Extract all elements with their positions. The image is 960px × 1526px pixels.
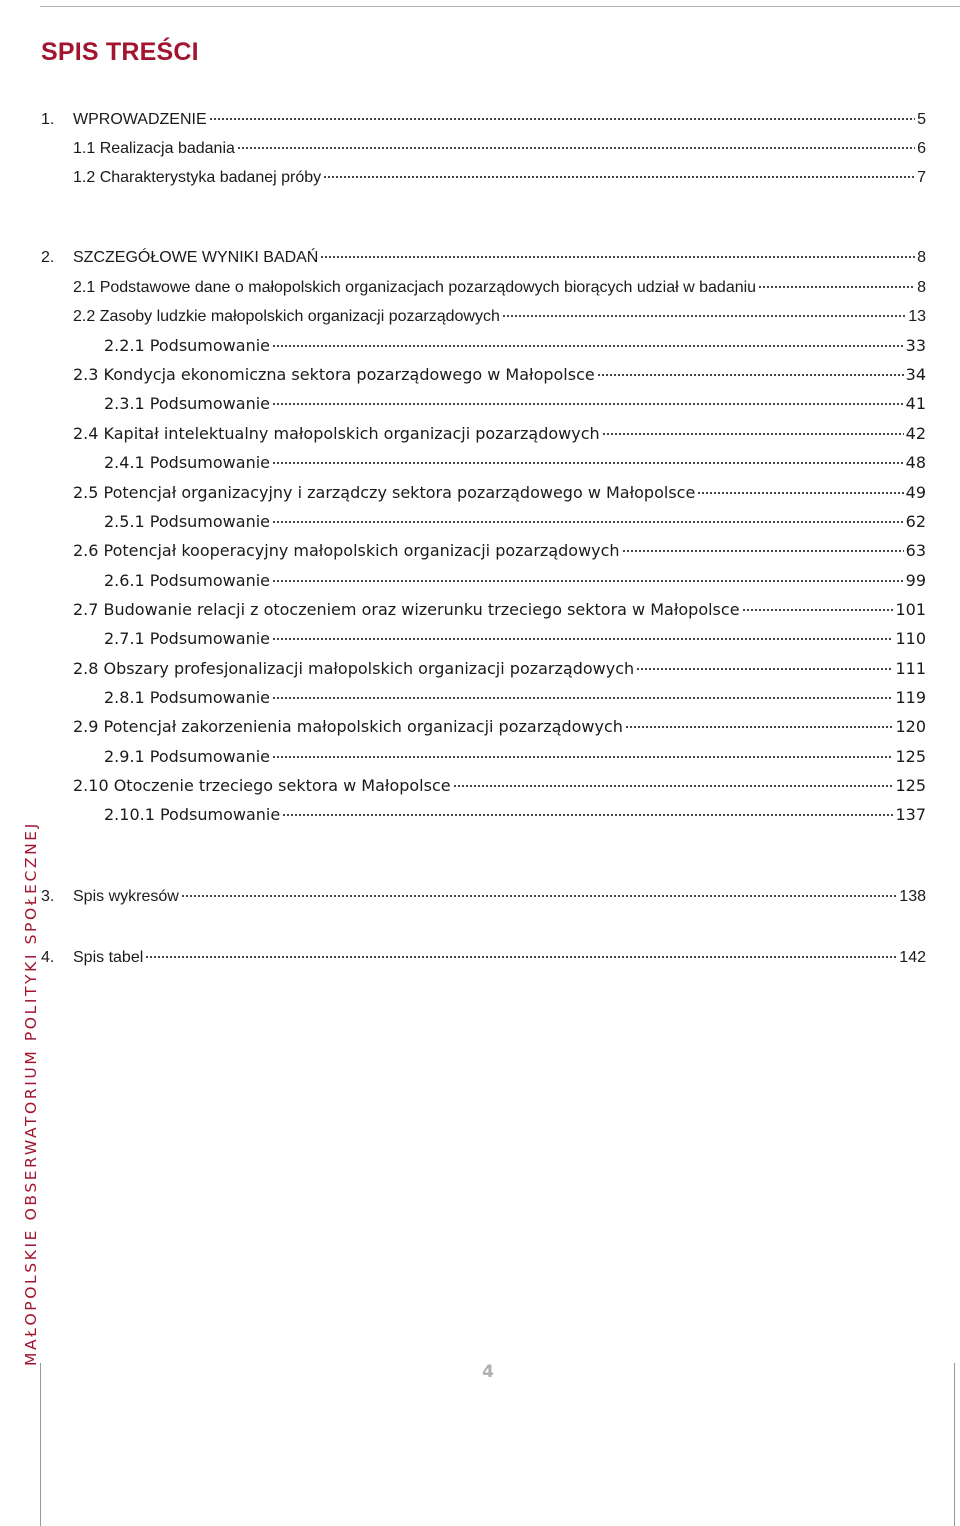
toc-entry-2-8-1[interactable]	[104, 681, 926, 707]
toc-entry-2-10-1[interactable]	[104, 798, 926, 824]
toc-title: 2.8.1 Podsumowanie	[104, 688, 270, 707]
toc-entry-3[interactable]	[41, 879, 926, 905]
toc-entry-1-1[interactable]	[73, 131, 926, 157]
toc-title: 1.1 Realizacja badania	[73, 140, 235, 157]
toc-title: 2.9.1 Podsumowanie	[104, 747, 270, 766]
toc-page-number: 49	[905, 483, 926, 502]
toc-entry-2-5-1[interactable]	[104, 505, 926, 531]
toc-entry-2-2[interactable]	[73, 299, 926, 325]
toc-page-number: 137	[895, 805, 926, 824]
toc-page-number: 125	[895, 776, 926, 795]
toc-title: 2.1 Podstawowe dane o małopolskich organizacjach pozarządowych biorących udział w badaniu	[73, 279, 757, 296]
toc-page-number: 33	[905, 336, 926, 355]
toc-title: 2.3.1 Podsumowanie	[104, 394, 270, 413]
dot-leader	[625, 710, 894, 732]
toc-entry-4[interactable]	[41, 940, 926, 966]
toc-title: WPROWADZENIE	[73, 111, 207, 128]
toc-page-number: 8	[917, 279, 926, 296]
dot-leader	[237, 131, 915, 153]
toc-page-number: 13	[908, 308, 926, 325]
toc-page-number: 48	[905, 453, 926, 472]
dot-leader	[758, 270, 915, 292]
toc-entry-1-2[interactable]	[73, 160, 926, 186]
toc-title: 1.2 Charakterystyka badanej próby	[73, 169, 322, 186]
toc-title: 2.2.1 Podsumowanie	[104, 336, 270, 355]
toc-entry-2[interactable]	[41, 240, 926, 266]
toc-page-number: 42	[905, 424, 926, 443]
dot-leader	[272, 446, 904, 468]
toc-page-number: 125	[895, 747, 926, 766]
dot-leader	[181, 879, 897, 901]
toc-page-number: 62	[905, 512, 926, 531]
dot-leader	[272, 329, 904, 351]
toc-entry-2-1[interactable]	[73, 270, 926, 296]
toc-title: 2.7 Budowanie relacji z otoczeniem oraz wizerunku trzeciego sektora w Małopolsce	[73, 600, 740, 619]
toc-page-number: 119	[895, 688, 926, 707]
toc-title: 2.6 Potencjał kooperacyjny małopolskich organizacji pozarządowych	[73, 541, 620, 560]
dot-leader	[320, 240, 915, 262]
toc-title: 2.5.1 Podsumowanie	[104, 512, 270, 531]
toc-entry-2-4[interactable]	[73, 417, 926, 443]
toc-page-number: 142	[899, 949, 926, 966]
toc-page-number: 111	[895, 659, 926, 678]
toc-number: 4.	[41, 949, 55, 966]
toc-page-number: 120	[895, 717, 926, 736]
footer-rule-right	[954, 1363, 955, 1526]
toc-number: 1.	[41, 111, 55, 128]
dot-leader	[602, 417, 904, 439]
dot-leader	[272, 740, 893, 762]
toc-title: 2.2 Zasoby ludzkie małopolskich organizacji pozarządowych	[73, 308, 500, 325]
toc-title: 2.9 Potencjał zakorzenienia małopolskich organizacji pozarządowych	[73, 717, 623, 736]
toc-page-number: 99	[905, 571, 926, 590]
toc-page-number: 5	[917, 111, 926, 128]
toc-title: 2.4 Kapitał intelektualny małopolskich organizacji pozarządowych	[73, 424, 600, 443]
dot-leader	[636, 652, 893, 674]
toc-entry-2-6-1[interactable]	[104, 564, 926, 590]
dot-leader	[272, 564, 904, 586]
toc-title: 2.6.1 Podsumowanie	[104, 571, 270, 590]
page-title: SPIS TREŚCI	[41, 38, 199, 66]
toc-title: 2.10 Otoczenie trzeciego sektora w Małopolsce	[73, 776, 451, 795]
toc-title: Spis tabel	[73, 949, 144, 966]
dot-leader	[742, 593, 894, 615]
dot-leader	[272, 681, 893, 703]
toc-entry-2-4-1[interactable]	[104, 446, 926, 472]
toc-title: 2.10.1 Podsumowanie	[104, 805, 281, 824]
toc-title: Spis wykresów	[73, 888, 179, 905]
toc-entry-2-2-1[interactable]	[104, 329, 926, 355]
toc-page-number: 6	[917, 140, 926, 157]
toc-entry-2-5[interactable]	[73, 476, 926, 502]
toc-page-number: 7	[917, 169, 926, 186]
toc-page-number: 101	[895, 600, 926, 619]
toc-entry-2-7-1[interactable]	[104, 622, 926, 648]
toc-page-number: 8	[917, 249, 926, 266]
toc-entry-2-8[interactable]	[73, 652, 926, 678]
toc-entry-1[interactable]	[41, 102, 926, 128]
footer-rule-left	[40, 1363, 41, 1526]
toc-page-number: 41	[905, 394, 926, 413]
dot-leader	[323, 160, 915, 182]
toc-title: 2.5 Potencjał organizacyjny i zarządczy sektora pozarządowego w Małopolsce	[73, 483, 696, 502]
dot-leader	[209, 102, 915, 124]
dot-leader	[272, 387, 904, 409]
toc-page-number: 110	[895, 629, 926, 648]
toc-page-number: 138	[899, 888, 926, 905]
toc-entry-2-3[interactable]	[73, 358, 926, 384]
dot-leader	[145, 940, 897, 962]
dot-leader	[272, 505, 904, 527]
toc-number: 3.	[41, 888, 55, 905]
toc-entry-2-9-1[interactable]	[104, 740, 926, 766]
dot-leader	[453, 769, 894, 791]
toc-title: 2.7.1 Podsumowanie	[104, 629, 270, 648]
side-banner: MAŁOPOLSKIE OBSERWATORIUM POLITYKI SPOŁECZNEJ	[22, 821, 40, 1366]
toc-title: SZCZEGÓŁOWE WYNIKI BADAŃ	[73, 249, 319, 266]
toc-page-number: 34	[905, 365, 926, 384]
dot-leader	[282, 798, 893, 820]
dot-leader	[597, 358, 904, 380]
top-rule	[40, 6, 960, 7]
toc-title: 2.3 Kondycja ekonomiczna sektora pozarządowego w Małopolsce	[73, 365, 595, 384]
toc-entry-2-9[interactable]	[73, 710, 926, 736]
toc-entry-2-3-1[interactable]	[104, 387, 926, 413]
toc-page-number: 63	[905, 541, 926, 560]
dot-leader	[272, 622, 893, 644]
page-number: 4	[482, 1362, 494, 1382]
toc-title: 2.8 Obszary profesjonalizacji małopolskich organizacji pozarządowych	[73, 659, 635, 678]
dot-leader	[502, 299, 906, 321]
dot-leader	[697, 476, 903, 498]
toc-title: 2.4.1 Podsumowanie	[104, 453, 270, 472]
dot-leader	[622, 534, 904, 556]
toc-number: 2.	[41, 249, 55, 266]
toc-entry-2-6[interactable]	[73, 534, 926, 560]
toc-entry-2-7[interactable]	[73, 593, 926, 619]
toc-entry-2-10[interactable]	[73, 769, 926, 795]
